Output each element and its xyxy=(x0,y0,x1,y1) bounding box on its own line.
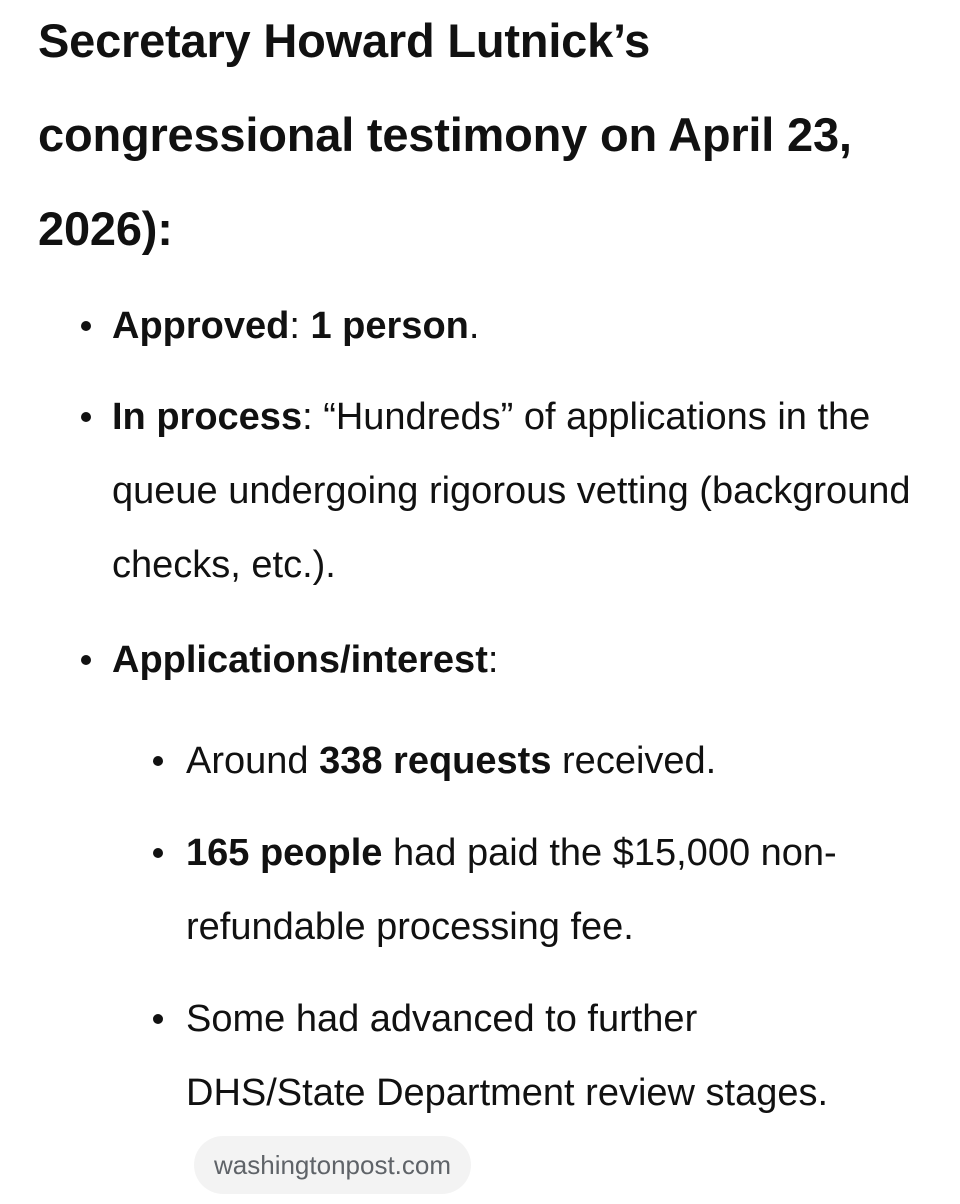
bullet-dot-icon xyxy=(81,655,91,665)
bullet-dot-icon xyxy=(153,848,163,858)
sub-item-paid-fee xyxy=(0,816,960,964)
bullet-dot-icon xyxy=(153,1014,163,1024)
applications-label: Applications/interest xyxy=(112,639,488,681)
bullet-list xyxy=(0,623,960,697)
people-count: 165 people xyxy=(186,832,383,874)
approved-value: 1 person xyxy=(310,305,469,347)
approved-period: . xyxy=(468,305,480,347)
sub-bullet-list xyxy=(0,982,960,1204)
list-item-text xyxy=(112,623,932,697)
bullet-dot-icon xyxy=(81,412,91,422)
sub-bullet-list xyxy=(0,816,960,964)
bullet-dot-icon xyxy=(81,321,91,331)
requests-count: 338 requests xyxy=(319,740,552,782)
in-process-description: : “Hundreds” of applications in the queue undergoing rigorous vetting (background checks, etc.). xyxy=(112,396,911,586)
source-link-chip[interactable]: washingtonpost.com xyxy=(194,1136,471,1194)
list-item-approved xyxy=(0,289,960,363)
bullet-list xyxy=(0,380,960,602)
list-item-text xyxy=(112,380,932,602)
bullet-dot-icon xyxy=(153,756,163,766)
sub-bullet-list xyxy=(0,724,960,798)
approved-label: Approved xyxy=(112,305,290,347)
sub-item-text xyxy=(186,816,886,964)
approved-separator: : xyxy=(289,305,311,347)
sub-item-requests xyxy=(0,724,960,798)
list-item-text xyxy=(112,289,932,363)
list-item-in-process xyxy=(0,380,960,602)
sub-item-text xyxy=(186,724,886,798)
sub-item-post: had paid the $15,000 non-refundable processing fee. xyxy=(186,832,837,948)
in-process-label: In process xyxy=(112,396,303,438)
bullet-list xyxy=(0,289,960,363)
sub-item-text xyxy=(186,982,886,1204)
sub-item-advanced xyxy=(0,982,960,1204)
list-item-applications xyxy=(0,623,960,697)
sub-item-post: received. xyxy=(551,740,717,782)
section-heading: Secretary Howard Lutnick’s congressional testimony on April 23, 2026): xyxy=(38,14,852,255)
applications-colon: : xyxy=(487,639,499,681)
sub-item-pre: Some had advanced to further DHS/State Department review stages. xyxy=(186,998,829,1114)
sub-item-pre: Around xyxy=(186,740,320,782)
